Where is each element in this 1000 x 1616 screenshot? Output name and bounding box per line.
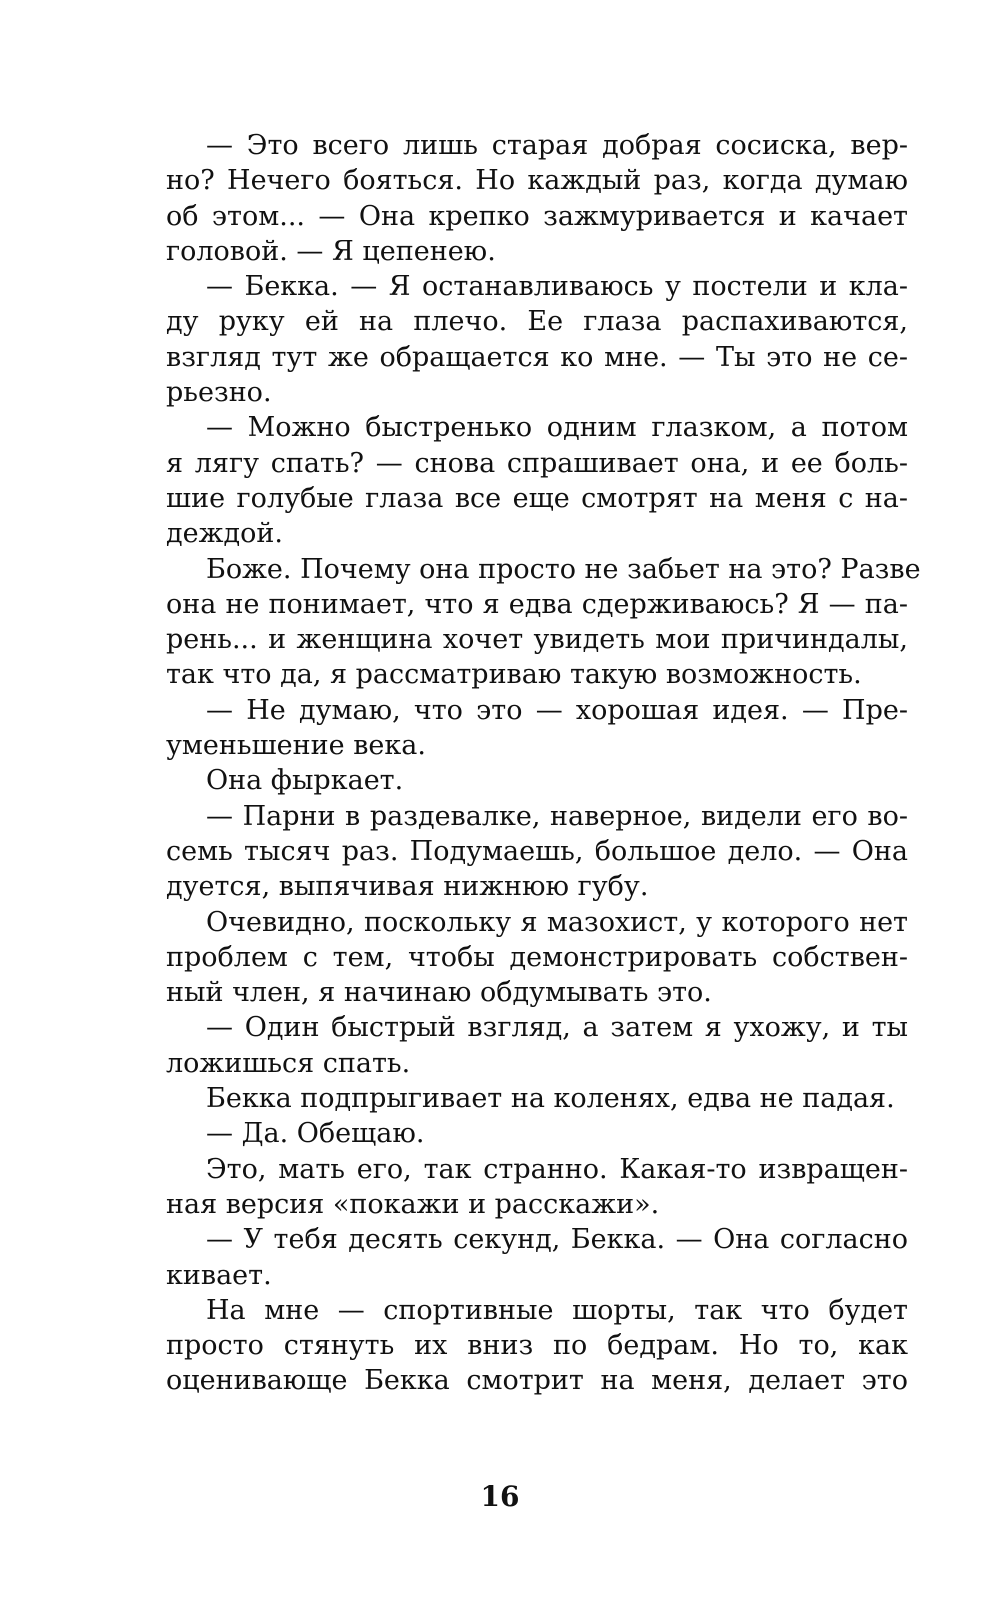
text-line: Это, мать его, так странно. Какая-то извращен- [206,1153,908,1185]
text-line: ный член, я начинаю обдумывать это. [166,977,712,1009]
text-line: — Не думаю, что это — хорошая идея. — Пре- [206,694,908,726]
text-line: — Парни в раздевалке, наверное, видели его во- [206,800,908,832]
text-line: Она фыркает. [206,765,404,797]
text-line: — Бекка. — Я останавливаюсь у постели и кла- [206,271,908,303]
text-line: просто стянуть их вниз по бедрам. Но то, как [166,1330,908,1362]
text-line: — Да. Обещаю. [206,1118,425,1150]
page-number: 16 [480,1480,520,1513]
text-line: — У тебя десять секунд, Бекка. — Она согласно [206,1224,908,1256]
text-line: но? Нечего бояться. Но каждый раз, когда думаю [166,165,908,197]
text-line: ду руку ей на плечо. Ее глаза распахиваются, [166,306,908,338]
text-line: шие голубые глаза все еще смотрят на меня с на- [166,482,908,514]
text-line: На мне — спортивные шорты, так что будет [206,1294,908,1326]
text-line: ложишься спать. [166,1047,411,1079]
text-line: деждой. [166,518,283,550]
text-line: оценивающе Бекка смотрит на меня, делает это [166,1365,908,1397]
text-line: Боже. Почему она просто не забьет на это? Разве [206,553,921,585]
text-line: дуется, выпячивая нижнюю губу. [166,871,649,903]
body-text [166,128,921,1399]
text-line: взгляд тут же обращается ко мне. — Ты это не се- [166,341,908,373]
text-line: — Можно быстренько одним глазком, а потом [206,412,908,444]
text-line: Бекка подпрыгивает на коленях, едва не падая. [206,1083,895,1115]
text-line: уменьшение века. [166,730,426,762]
text-line: об этом... — Она крепко зажмуривается и качает [166,200,908,232]
text-line: ная версия «покажи и расскажи». [166,1188,660,1220]
text-line: — Это всего лишь старая добрая сосиска, вер- [206,130,908,161]
text-line: кивает. [166,1259,272,1291]
text-line: рьезно. [166,377,272,409]
text-line: так что да, я рассматриваю такую возможность. [166,659,862,691]
text-line: — Один быстрый взгляд, а затем я ухожу, и ты [206,1012,908,1044]
text-line: проблем с тем, чтобы демонстрировать собствен- [166,941,908,973]
text-line: я лягу спать? — снова спрашивает она, и ее боль- [166,447,908,479]
text-line: рень... и женщина хочет увидеть мои причиндалы, [166,624,908,656]
text-line: Очевидно, поскольку я мазохист, у которого нет [206,906,908,938]
text-line: она не понимает, что я едва сдерживаюсь? Я — па- [166,588,908,620]
text-line: семь тысяч раз. Подумаешь, большое дело. — Она [166,835,908,867]
text-line: головой. — Я цепенею. [166,235,496,267]
